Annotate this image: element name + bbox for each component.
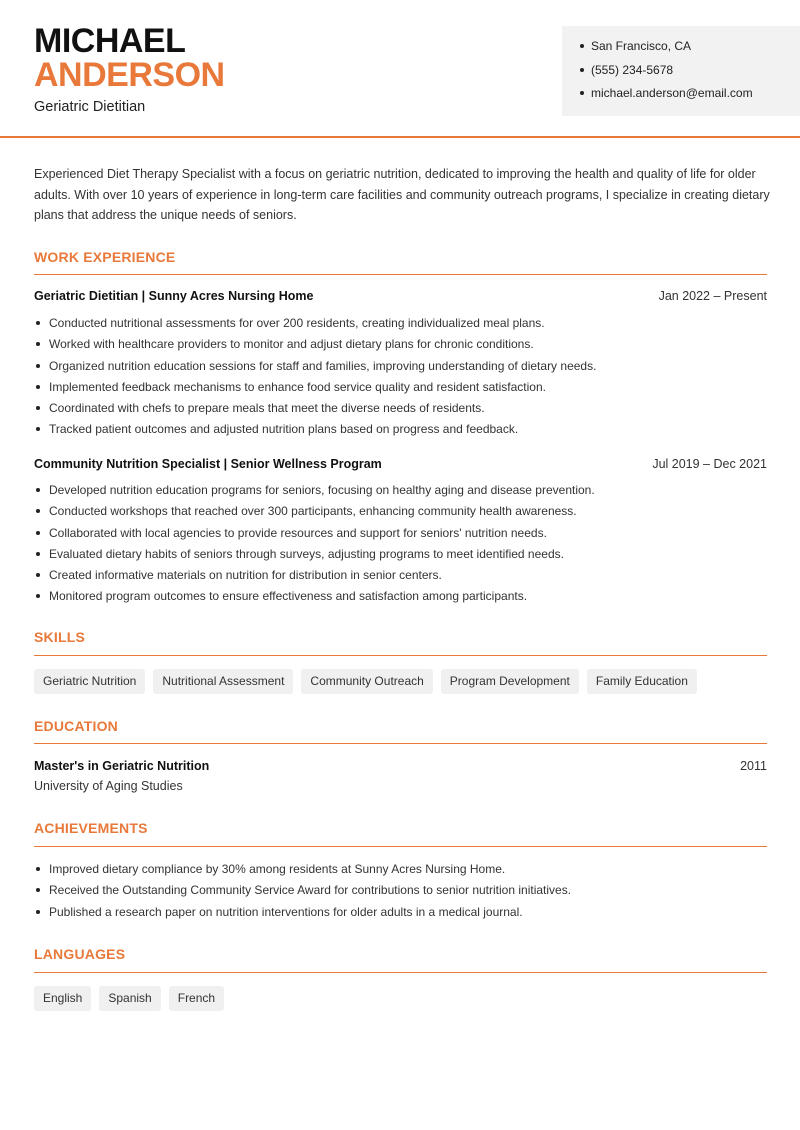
bullet-icon <box>36 364 40 368</box>
section-divider <box>34 274 767 275</box>
bullet-text: Collaborated with local agencies to provide resources and support for seniors' nutrition needs. <box>49 525 547 540</box>
list-item <box>34 503 774 524</box>
contact-location-text: San Francisco, CA <box>591 39 692 53</box>
list-item <box>34 336 774 357</box>
skill-chip: Community Outreach <box>301 669 432 694</box>
bullet-icon <box>36 573 40 577</box>
list-item <box>34 315 774 336</box>
list-item <box>34 546 774 567</box>
bullet-icon <box>36 427 40 431</box>
list-item <box>34 861 774 882</box>
list-item <box>34 482 774 503</box>
bullet-text: Implemented feedback mechanisms to enhance food service quality and resident satisfaction. <box>49 379 546 394</box>
summary: Experienced Diet Therapy Specialist with a focus on geriatric nutrition, dedicated to improving the health and quality of life for older adults. With over 10 years of experience in long-term care facilities and community outreach programs, I specialize in creating dietary plans that address the unique needs of seniors. <box>34 167 770 222</box>
bullet-icon <box>36 509 40 513</box>
language-chip: Spanish <box>99 986 160 1011</box>
bullet-icon <box>580 44 584 48</box>
bullet-text: Coordinated with chefs to prepare meals that meet the diverse needs of residents. <box>49 401 485 416</box>
section-divider <box>34 846 767 847</box>
section-divider <box>34 743 767 744</box>
language-chip: English <box>34 986 91 1011</box>
contact-location <box>580 38 800 62</box>
bullet-icon <box>36 321 40 325</box>
bullet-icon <box>36 867 40 871</box>
job-dates: Jan 2022 – Present <box>658 289 767 303</box>
resume-header <box>0 0 800 138</box>
achievements-list <box>34 861 774 925</box>
first-name: MICHAEL <box>34 22 186 60</box>
bullet-text: Created informative materials on nutrition for distribution in senior centers. <box>49 568 442 583</box>
graduation-year: 2011 <box>740 759 767 773</box>
job-title: Geriatric Dietitian <box>34 99 146 115</box>
list-item <box>34 400 774 421</box>
job-role: Community Nutrition Specialist | Senior Wellness Program <box>34 457 382 471</box>
list-item <box>34 525 774 546</box>
list-item <box>34 421 774 442</box>
skill-chip: Program Development <box>441 669 579 694</box>
bullet-text: Evaluated dietary habits of seniors through surveys, adjusting programs to meet identified needs. <box>49 546 564 561</box>
contact-email-text: michael.anderson@email.com <box>591 86 753 100</box>
list-item <box>34 882 774 903</box>
contact-phone <box>580 62 800 86</box>
bullet-icon <box>36 888 40 892</box>
bullet-icon <box>36 385 40 389</box>
bullet-text: Organized nutrition education sessions for staff and families, improving understanding of dietary needs. <box>49 358 597 373</box>
bullet-text: Conducted workshops that reached over 300 participants, enhancing community health awareness. <box>49 504 577 519</box>
contact-email <box>580 85 800 109</box>
last-name: ANDERSON <box>34 56 225 94</box>
bullet-icon <box>36 552 40 556</box>
achievements-heading: ACHIEVEMENTS <box>34 820 148 836</box>
bullet-text: Conducted nutritional assessments for over 200 residents, creating individualized meal plans. <box>49 316 545 330</box>
bullet-text: Monitored program outcomes to ensure effectiveness and satisfaction among participants. <box>49 589 528 604</box>
list-item <box>34 567 774 588</box>
job-entry-2 <box>34 457 767 471</box>
skills-list <box>34 669 697 694</box>
list-item <box>34 904 774 925</box>
job-role: Geriatric Dietitian | Sunny Acres Nursing Home <box>34 289 314 303</box>
bullet-icon <box>36 910 40 914</box>
languages-heading: LANGUAGES <box>34 946 126 962</box>
contact-phone-text: (555) 234-5678 <box>591 62 674 77</box>
bullet-icon <box>580 91 584 95</box>
skill-chip: Geriatric Nutrition <box>34 669 145 694</box>
school-name: University of Aging Studies <box>34 779 183 793</box>
language-chip: French <box>169 986 224 1011</box>
bullet-icon <box>36 488 40 492</box>
bullet-text: Received the Outstanding Community Service Award for contributions to senior nutrition initiatives. <box>49 883 572 898</box>
job-dates: Jul 2019 – Dec 2021 <box>652 457 767 471</box>
bullet-icon <box>36 594 40 598</box>
list-item <box>34 358 774 379</box>
skill-chip: Nutritional Assessment <box>153 669 293 694</box>
degree: Master's in Geriatric Nutrition <box>34 759 210 773</box>
education-entry <box>34 759 767 773</box>
bullet-icon <box>36 342 40 346</box>
bullet-icon <box>580 68 584 72</box>
bullet-text: Developed nutrition education programs for seniors, focusing on healthy aging and disease prevention. <box>49 483 595 497</box>
contact-box <box>562 26 800 116</box>
bullet-text: Worked with healthcare providers to monitor and adjust dietary plans for chronic conditions. <box>49 337 534 352</box>
bullet-icon <box>36 406 40 410</box>
section-divider <box>34 655 767 656</box>
job-entry-1 <box>34 289 767 303</box>
bullet-text: Published a research paper on nutrition interventions for older adults in a medical journal. <box>49 904 523 919</box>
section-divider <box>34 972 767 973</box>
list-item <box>34 379 774 400</box>
list-item <box>34 588 774 609</box>
education-heading: EDUCATION <box>34 718 118 734</box>
languages-list <box>34 986 224 1011</box>
bullet-icon <box>36 531 40 535</box>
job-1-bullets <box>34 315 774 443</box>
bullet-text: Improved dietary compliance by 30% among residents at Sunny Acres Nursing Home. <box>49 862 506 876</box>
bullet-text: Tracked patient outcomes and adjusted nutrition plans based on progress and feedback. <box>49 422 519 437</box>
skills-heading: SKILLS <box>34 629 85 645</box>
work-experience-heading: WORK EXPERIENCE <box>34 249 176 265</box>
job-2-bullets <box>34 482 774 610</box>
skill-chip: Family Education <box>587 669 697 694</box>
